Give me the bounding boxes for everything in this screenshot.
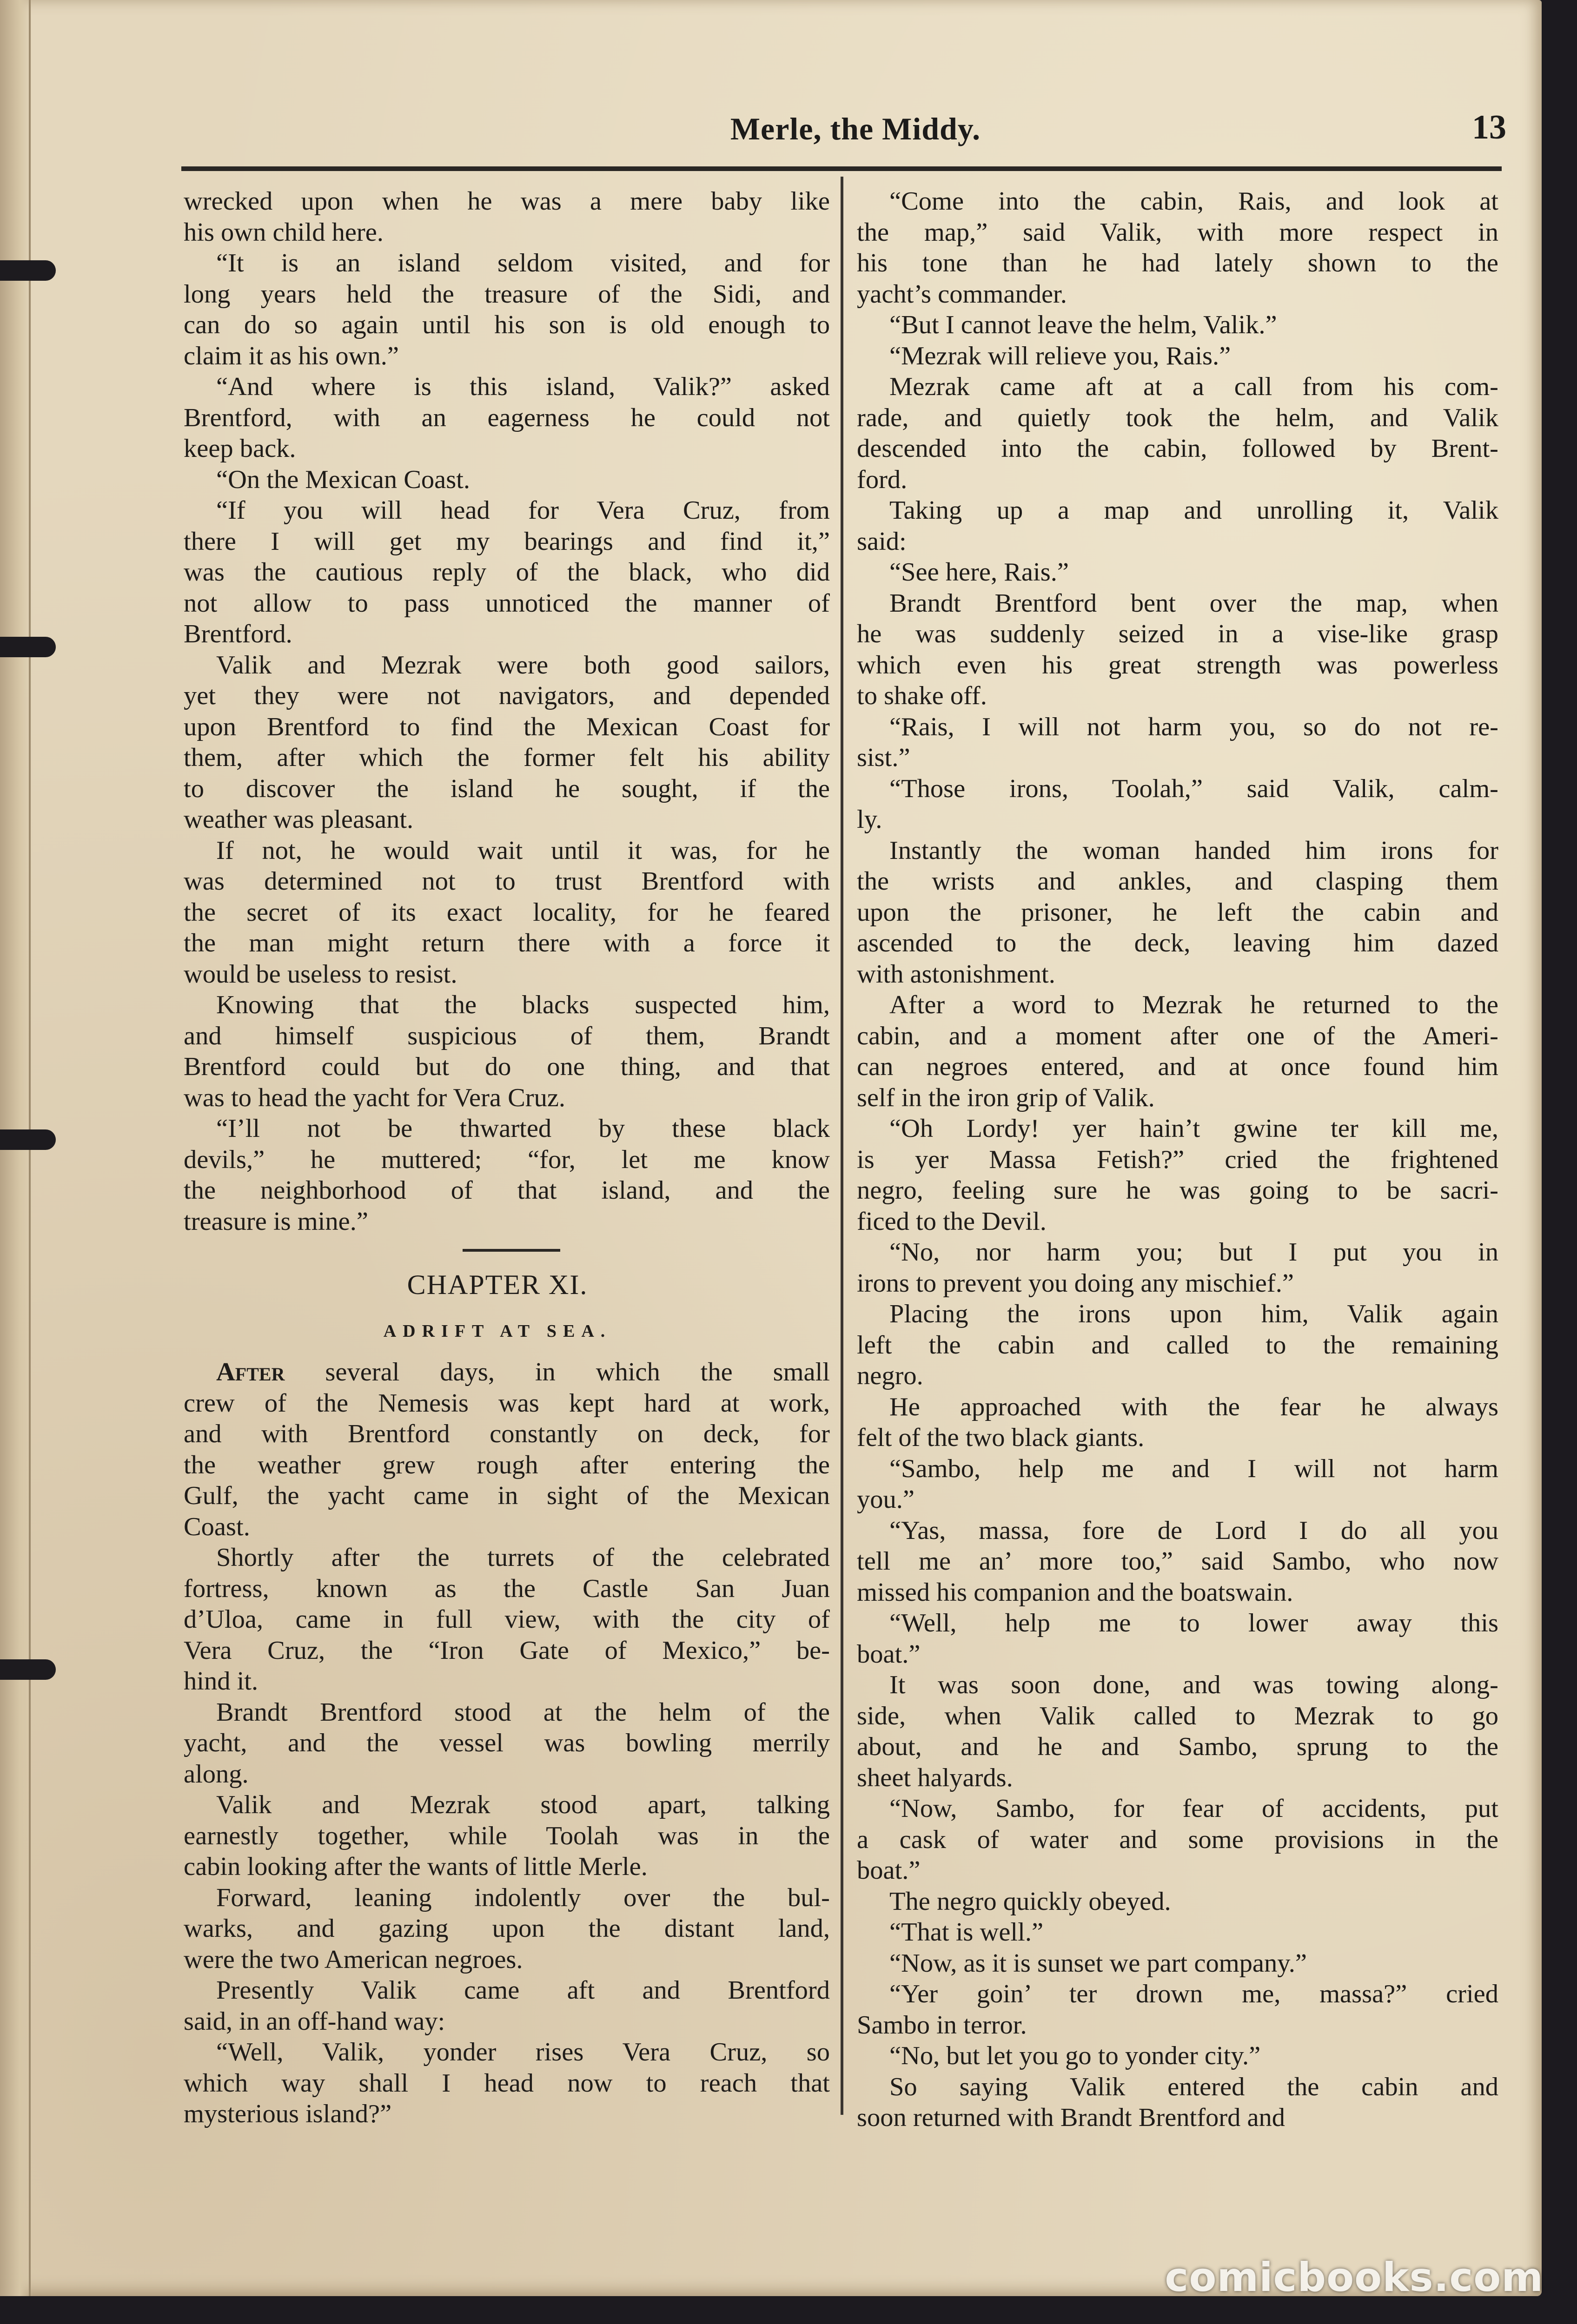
binding-hole xyxy=(0,1129,56,1150)
text-line: long years held the treasure of the Sidi, and xyxy=(184,279,830,309)
text-line: said, in an off-hand way: xyxy=(184,2007,445,2036)
text-line: cabin looking after the wants of little Merle. xyxy=(184,1852,648,1881)
text-line: can do so again until his son is old enough to xyxy=(184,310,830,339)
text-line: Vera Cruz, the “Iron Gate of Mexico,” be- xyxy=(184,1636,830,1665)
text-line: earnestly together, while Toolah was in the xyxy=(184,1821,830,1850)
text-line: “Well, help me to lower away this xyxy=(889,1609,1498,1637)
text-line: “Now, Sambo, for fear of accidents, put xyxy=(889,1794,1498,1823)
text-line: side, when Valik called to Mezrak to go xyxy=(857,1701,1498,1730)
text-line: would be useless to resist. xyxy=(184,959,457,989)
text-line: which way shall I head now to reach that xyxy=(184,2068,830,2098)
text-line: which even his great strength was powerless xyxy=(857,650,1498,680)
text-line: Valik and Mezrak stood apart, talking xyxy=(216,1790,830,1819)
text-line: weather was pleasant. xyxy=(184,805,414,834)
text-line: not allow to pass unnoticed the manner of xyxy=(184,588,830,618)
text-line: Forward, leaning indolently over the bul- xyxy=(216,1883,830,1912)
text-line: Placing the irons upon him, Valik again xyxy=(889,1300,1498,1328)
text-line: his tone than he had lately shown to the xyxy=(857,249,1498,277)
text-line: fortress, known as the Castle San Juan xyxy=(184,1574,830,1603)
text-line: Gulf, the yacht came in sight of the Mexican xyxy=(184,1481,830,1510)
text-line: descended into the cabin, followed by Brent- xyxy=(857,434,1498,463)
text-line: wrecked upon when he was a mere baby like xyxy=(184,187,830,216)
text-line: “Mezrak will relieve you, Rais.” xyxy=(889,341,1231,370)
text-line: Brandt Brentford stood at the helm of the xyxy=(216,1697,830,1727)
text-line: sist.” xyxy=(857,743,910,772)
binding-hole xyxy=(0,637,56,657)
text-line: treasure is mine.” xyxy=(184,1207,368,1236)
text-line: Brandt Brentford bent over the map, when xyxy=(889,588,1498,618)
binding-hole xyxy=(0,260,56,281)
text-line: It was soon done, and was towing along- xyxy=(889,1670,1498,1699)
text-line: “Those irons, Toolah,” said Valik, calm- xyxy=(889,774,1498,803)
column-divider xyxy=(841,177,843,2115)
text-line: “If you will head for Vera Cruz, from xyxy=(216,496,830,525)
text-line: keep back. xyxy=(184,434,296,463)
text-line: Valik and Mezrak were both good sailors, xyxy=(216,650,830,680)
text-line: the secret of its exact locality, for he feared xyxy=(184,898,830,927)
text-line: “Yer goin’ ter drown me, massa?” cried xyxy=(889,1980,1498,2008)
text-line: ford. xyxy=(857,465,908,494)
text-line: was determined not to trust Brentford with xyxy=(184,867,830,896)
text-line: d’Uloa, came in full view, with the city of xyxy=(184,1605,830,1634)
text-line: Brentford could but do one thing, and that xyxy=(184,1052,830,1081)
text-line: cabin, and a moment after one of the Ameri- xyxy=(857,1021,1498,1050)
text-line: tell me an’ more too,” said Sambo, who now xyxy=(857,1547,1498,1576)
text-line: “No, nor harm you; but I put you in xyxy=(889,1238,1498,1267)
text-line: said: xyxy=(857,527,907,556)
text-line: The negro quickly obeyed. xyxy=(889,1887,1171,1916)
text-line: is yer Massa Fetish?” cried the frightened xyxy=(857,1145,1498,1174)
text-line: ly. xyxy=(857,805,882,834)
header-rule xyxy=(181,166,1502,171)
text-line: the weather grew rough after entering the xyxy=(184,1450,830,1479)
text-line: self in the iron grip of Valik. xyxy=(857,1083,1155,1112)
text-line: “Yas, massa, fore de Lord I do all you xyxy=(889,1516,1498,1545)
text-line: “Come into the cabin, Rais, and look at xyxy=(889,187,1498,216)
text-line: and with Brentford constantly on deck, for xyxy=(184,1419,830,1448)
text-line: yacht’s commander. xyxy=(857,279,1067,309)
text-line: and himself suspicious of them, Brandt xyxy=(184,1021,830,1050)
text-line: his own child here. xyxy=(184,218,384,247)
text-line: the map,” said Valik, with more respect in xyxy=(857,218,1498,247)
page-number: 13 xyxy=(1472,108,1506,146)
binding-hole xyxy=(0,1659,56,1680)
text-line: Taking up a map and unrolling it, Valik xyxy=(889,496,1498,525)
text-line: irons to prevent you doing any mischief.” xyxy=(857,1268,1294,1298)
text-line: hind it. xyxy=(184,1667,258,1696)
text-line: If not, he would wait until it was, for he xyxy=(216,836,830,865)
chapter-subtitle: ADRIFT AT SEA. xyxy=(383,1321,612,1341)
text-line: yacht, and the vessel was bowling merrily xyxy=(184,1729,830,1757)
text-line: was to head the yacht for Vera Cruz. xyxy=(184,1083,566,1112)
text-line: “It is an island seldom visited, and for xyxy=(216,249,830,277)
text-line: Sambo in terror. xyxy=(857,2010,1027,2040)
text-line: mysterious island?” xyxy=(184,2100,392,2128)
text-line: So saying Valik entered the cabin and xyxy=(889,2072,1498,2101)
text-line: the wrists and ankles, and clasping them xyxy=(857,867,1498,896)
text-line: missed his companion and the boatswain. xyxy=(857,1578,1293,1607)
text-line: Knowing that the blacks suspected him, xyxy=(216,990,830,1019)
text-line: there I will get my bearings and find it,” xyxy=(184,527,830,556)
text-line: “And where is this island, Valik?” asked xyxy=(216,372,830,401)
text-line: Brentford, with an eagerness he could not xyxy=(184,403,830,432)
text-line: ascended to the deck, leaving him dazed xyxy=(857,929,1498,957)
watermark: comicbooks.com xyxy=(1165,2254,1544,2301)
text-line: to discover the island he sought, if the xyxy=(184,774,830,803)
text-line: “No, but let you go to yonder city.” xyxy=(889,2041,1261,2070)
text-line: upon the prisoner, he left the cabin and xyxy=(857,898,1498,927)
text-line: Brentford. xyxy=(184,620,292,648)
text-line: you.” xyxy=(857,1485,914,1514)
chapter-first-word: After xyxy=(216,1358,285,1386)
text-line: “Oh Lordy! yer hain’t gwine ter kill me, xyxy=(889,1114,1498,1143)
chapter-first-line-rest: several days, in which the small xyxy=(285,1358,830,1386)
text-line: soon returned with Brandt Brentford and xyxy=(857,2103,1285,2132)
text-line: boat.” xyxy=(857,1856,921,1885)
text-line: “I’ll not be thwarted by these black xyxy=(216,1114,830,1143)
chapter-first-line xyxy=(184,1357,830,1388)
text-line: Presently Valik came aft and Brentford xyxy=(216,1976,830,2005)
running-head-title: Merle, the Middy. xyxy=(730,111,981,146)
right-column-text xyxy=(857,186,1498,2133)
text-line: he was suddenly seized in a vise-like grasp xyxy=(857,620,1498,648)
text-line: “That is well.” xyxy=(889,1918,1044,1947)
text-line: warks, and gazing upon the distant land, xyxy=(184,1914,830,1943)
text-line: can negroes entered, and at once found him xyxy=(857,1052,1498,1081)
text-line: upon Brentford to find the Mexican Coast for xyxy=(184,712,830,741)
left-column-text xyxy=(184,186,830,1237)
text-line: the neighborhood of that island, and the xyxy=(184,1176,830,1205)
text-line: with astonishment. xyxy=(857,959,1055,989)
text-line: Instantly the woman handed him irons for xyxy=(889,836,1498,865)
chapter-text xyxy=(184,1388,830,2130)
section-rule xyxy=(184,1237,830,1264)
right-column xyxy=(857,186,1498,2133)
text-line: along. xyxy=(184,1759,249,1789)
text-line: ficed to the Devil. xyxy=(857,1207,1047,1236)
text-line: sheet halyards. xyxy=(857,1763,1013,1792)
text-line: the man might return there with a force it xyxy=(184,929,830,957)
text-line: were the two American negroes. xyxy=(184,1945,523,1974)
chapter-title: CHAPTER XI. xyxy=(407,1269,588,1300)
text-line: about, and he and Sambo, sprung to the xyxy=(857,1732,1498,1761)
text-line: Mezrak came aft at a call from his com- xyxy=(889,372,1498,401)
text-line: them, after which the former felt his ability xyxy=(184,743,830,772)
text-line: “Well, Valik, yonder rises Vera Cruz, so xyxy=(216,2038,830,2067)
text-line: boat.” xyxy=(857,1639,921,1669)
text-line: devils,” he muttered; “for, let me know xyxy=(184,1145,830,1174)
text-line: “Rais, I will not harm you, so do not re- xyxy=(889,712,1498,741)
text-line: He approached with the fear he always xyxy=(889,1392,1498,1421)
left-column xyxy=(184,186,830,2130)
text-line: After a word to Mezrak he returned to the xyxy=(889,990,1498,1019)
text-line: crew of the Nemesis was kept hard at work, xyxy=(184,1388,830,1418)
text-line: a cask of water and some provisions in the xyxy=(857,1825,1498,1854)
text-line: yet they were not navigators, and depended xyxy=(184,681,830,710)
text-line: was the cautious reply of the black, who did xyxy=(184,558,830,587)
text-line: Coast. xyxy=(184,1512,250,1541)
text-line: claim it as his own.” xyxy=(184,341,399,370)
text-line: left the cabin and called to the remaining xyxy=(857,1330,1498,1360)
text-line: “Now, as it is sunset we part company.” xyxy=(889,1948,1307,1978)
text-line: Shortly after the turrets of the celebrated xyxy=(216,1543,830,1572)
text-line: negro. xyxy=(857,1361,923,1390)
text-line: “But I cannot leave the helm, Valik.” xyxy=(889,310,1277,339)
text-line: rade, and quietly took the helm, and Valik xyxy=(857,403,1498,432)
text-line: felt of the two black giants. xyxy=(857,1423,1145,1452)
text-line: “Sambo, help me and I will not harm xyxy=(889,1454,1498,1483)
text-line: to shake off. xyxy=(857,681,987,710)
text-line: negro, feeling sure he was going to be sacri- xyxy=(857,1176,1498,1205)
text-line: “On the Mexican Coast. xyxy=(216,465,470,494)
text-line: “See here, Rais.” xyxy=(889,558,1069,587)
